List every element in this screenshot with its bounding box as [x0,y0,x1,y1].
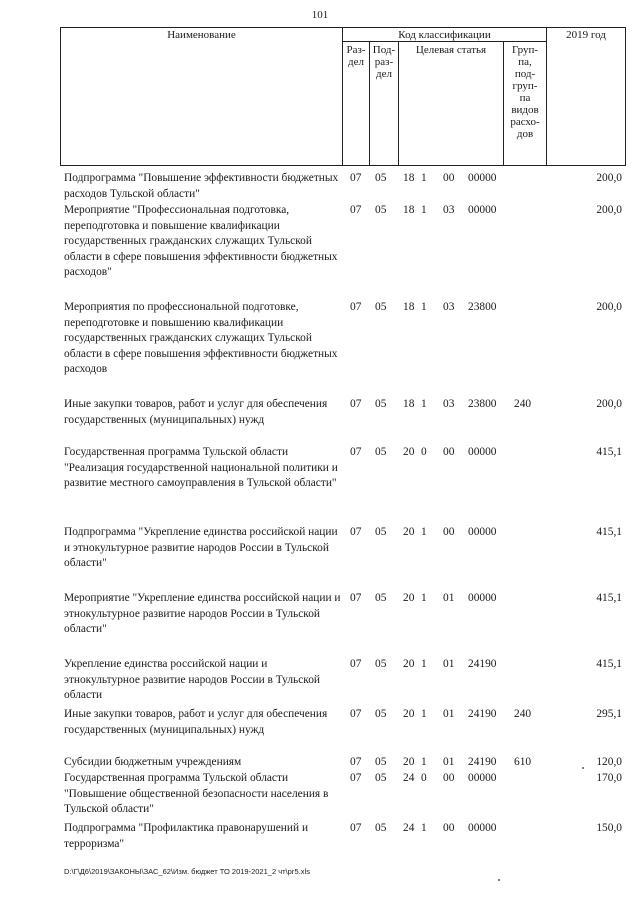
row-program: 24 [403,822,415,834]
row-subsection: 05 [375,592,387,604]
row-program: 24 [403,772,415,784]
scan-speck [582,767,584,769]
header-year: 2019 год [566,29,606,41]
row-article: 24190 [468,658,497,670]
row-subprogram: 1 [421,822,427,834]
row-program: 20 [403,526,415,538]
row-amount: 295,1 [596,708,622,720]
row-direction: 03 [443,398,455,410]
row-direction: 00 [443,172,455,184]
row-name: Иные закупки товаров, работ и услуг для обеспечения государственных (муниципальных) нужд [64,708,328,736]
row-name: Укрепление единства российской нации и этнокультурное развитие народов России в Тульской области [64,658,321,701]
row-name: Подпрограмма "Повышение эффективности бюджетных расходов Тульской области" [64,172,339,200]
row-subsection: 05 [375,446,387,458]
row-section: 07 [350,398,362,410]
header-subsection: Под- раз- дел [372,44,396,80]
row-name: Мероприятие "Профессиональная подготовка, переподготовка и повышение квалификации государственных гражданских служащих Тульской области в сфере повышения эффективности бюджетных расходов" [64,204,338,278]
row-program: 18 [403,301,415,313]
row-amount: 200,0 [596,398,622,410]
row-amount: 200,0 [596,301,622,313]
row-subprogram: 0 [421,772,427,784]
row-direction: 00 [443,772,455,784]
row-subsection: 05 [375,756,387,768]
row-group: 610 [514,756,532,768]
row-subsection: 05 [375,204,387,216]
row-name: Иные закупки товаров, работ и услуг для обеспечения государственных (муниципальных) нужд [64,398,328,426]
row-direction: 00 [443,526,455,538]
row-article: 23800 [468,301,497,313]
row-subsection: 05 [375,398,387,410]
row-subprogram: 1 [421,204,427,216]
row-direction: 01 [443,592,455,604]
row-amount: 415,1 [596,592,622,604]
row-amount: 200,0 [596,204,622,216]
row-article: 00000 [468,446,497,458]
row-subprogram: 1 [421,658,427,670]
row-subprogram: 1 [421,301,427,313]
row-article: 00000 [468,526,497,538]
row-program: 18 [403,204,415,216]
row-amount: 415,1 [596,446,622,458]
header-classification: Код классификации [398,29,491,41]
row-article: 00000 [468,204,497,216]
row-section: 07 [350,446,362,458]
row-direction: 03 [443,204,455,216]
row-section: 07 [350,204,362,216]
row-article: 00000 [468,172,497,184]
row-section: 07 [350,708,362,720]
row-program: 20 [403,592,415,604]
row-section: 07 [350,172,362,184]
row-group: 240 [514,708,532,720]
row-section: 07 [350,526,362,538]
row-name: Государственная программа Тульской области "Повышение общественной безопасности населения в Тульской области" [64,772,329,815]
row-section: 07 [350,822,362,834]
page-number: 101 [311,9,329,21]
row-group: 240 [514,398,532,410]
footer-file-path: D:\Г\Д6\2019\ЗАКОНЫ\ЗАС_62\Изм. бюджет ТО 2019-2021_2 чт\рг5.xls [64,867,310,876]
row-program: 20 [403,756,415,768]
row-section: 07 [350,592,362,604]
row-subsection: 05 [375,658,387,670]
row-subprogram: 1 [421,526,427,538]
row-subsection: 05 [375,172,387,184]
row-program: 20 [403,708,415,720]
row-amount: 120,0 [596,756,622,768]
scan-speck [498,879,500,881]
row-program: 20 [403,446,415,458]
row-name: Мероприятия по профессиональной подготовке, переподготовке и повышению квалификации государственных гражданских служащих Тульской области в сфере повышения эффективности бюджетных расходов [64,301,338,375]
row-program: 20 [403,658,415,670]
row-subprogram: 1 [421,398,427,410]
row-article: 00000 [468,772,497,784]
row-name: Субсидии бюджетным учреждениям [64,756,242,768]
row-subprogram: 1 [421,592,427,604]
row-subprogram: 1 [421,708,427,720]
row-direction: 01 [443,708,455,720]
row-article: 00000 [468,592,497,604]
row-direction: 01 [443,658,455,670]
row-article: 24190 [468,708,497,720]
row-subsection: 05 [375,822,387,834]
row-amount: 415,1 [596,658,622,670]
row-amount: 170,0 [596,772,622,784]
row-program: 18 [403,398,415,410]
row-subprogram: 1 [421,756,427,768]
header-name: Наименование [167,29,236,41]
row-name: Мероприятие "Укрепление единства российской нации и этнокультурное развитие народов России в Тульской области" [64,592,341,635]
header-target-article: Целевая статья [415,44,487,56]
row-subsection: 05 [375,526,387,538]
row-name: Подпрограмма "Профилактика правонарушений и терроризма" [64,822,309,850]
row-subprogram: 0 [421,446,427,458]
row-direction: 03 [443,301,455,313]
row-subprogram: 1 [421,172,427,184]
row-section: 07 [350,301,362,313]
row-amount: 200,0 [596,172,622,184]
row-article: 00000 [468,822,497,834]
row-direction: 00 [443,446,455,458]
header-group: Груп- па, под- груп- па видов расхо- дов [510,44,540,140]
row-subsection: 05 [375,708,387,720]
row-article: 24190 [468,756,497,768]
row-program: 18 [403,172,415,184]
row-subsection: 05 [375,772,387,784]
row-article: 23800 [468,398,497,410]
header-section: Раз- дел [346,44,366,68]
row-section: 07 [350,772,362,784]
row-direction: 00 [443,822,455,834]
row-subsection: 05 [375,301,387,313]
row-section: 07 [350,756,362,768]
row-amount: 150,0 [596,822,622,834]
row-amount: 415,1 [596,526,622,538]
row-direction: 01 [443,756,455,768]
row-name: Подпрограмма "Укрепление единства российской нации и этнокультурное развитие народов России в Тульской области" [64,526,338,569]
row-name: Государственная программа Тульской области "Реализация государственной национальной политики и развитие местного самоуправления в Тульской области" [64,446,338,489]
row-section: 07 [350,658,362,670]
